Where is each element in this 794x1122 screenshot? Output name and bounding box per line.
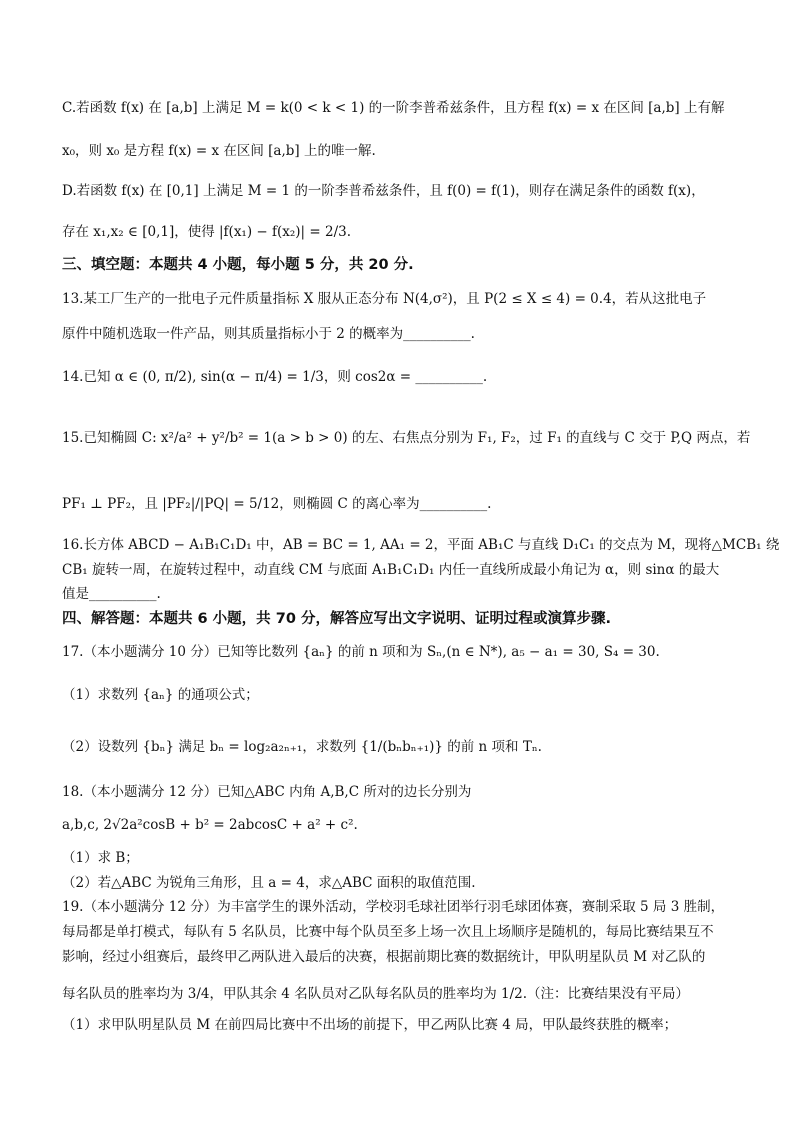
question-14: 14.已知 α ∈ (0, π/2), sin(α − π/4) = 1/3，则 cos2α = __________. <box>62 369 488 385</box>
option-d-line-1: D.若函数 f(x) 在 [0,1] 上满足 M = 1 的一阶李普希兹条件，且 f(0) = f(1)，则存在满足条件的函数 f(x)， <box>62 183 705 199</box>
question-18-part-1: （1）求 B； <box>62 850 139 866</box>
question-13-line-1: 13.某工厂生产的一批电子元件质量指标 X 服从正态分布 N(4,σ²)，且 P(2 ≤ X ≤ 4) = 0.4，若从这批电子 <box>62 291 707 307</box>
question-17-part-2: （2）设数列 {bₙ} 满足 bₙ = log₂a₂ₙ₊₁，求数列 {1/(bₙbₙ₊₁)} 的前 n 项和 Tₙ. <box>62 739 542 755</box>
question-19-line-4: 每名队员的胜率均为 3/4，甲队其余 4 名队员对乙队每名队员的胜率均为 1/2.（注：比赛结果没有平局） <box>62 986 689 1002</box>
option-d-line-2: 存在 x₁,x₂ ∈ [0,1]，使得 |f(x₁) − f(x₂)| = 2/3. <box>62 224 352 240</box>
section-heading-answers: 四、解答题：本题共 6 小题，共 70 分，解答应写出文字说明、证明过程或演算步骤. <box>62 611 611 627</box>
option-c-line-1: C.若函数 f(x) 在 [a,b] 上满足 M = k(0 < k < 1) 的一阶李普希兹条件，且方程 f(x) = x 在区间 [a,b] 上有解 <box>62 100 725 116</box>
section-heading-fill-in: 三、填空题：本题共 4 小题，每小题 5 分，共 20 分. <box>62 257 414 273</box>
question-18-stem-line-2: a,b,c, 2√2a²cosB + b² = 2abcosC + a² + c². <box>62 817 358 833</box>
question-18-stem-line-1: 18.（本小题满分 12 分）已知△ABC 内角 A,B,C 所对的边长分别为 <box>62 784 472 800</box>
question-19-line-3: 影响，经过小组赛后，最终甲乙两队进入最后的决赛，根据前期比赛的数据统计，甲队明星队员 M 对乙队的 <box>62 949 706 965</box>
question-19-part-1: （1）求甲队明星队员 M 在前四局比赛中不出场的前提下，甲乙两队比赛 4 局，甲队最终获胜的概率； <box>62 1017 678 1033</box>
question-13-line-2: 原件中随机选取一件产品，则其质量指标小于 2 的概率为__________. <box>62 326 475 342</box>
question-17-part-1: （1）求数列 {aₙ} 的通项公式； <box>62 687 259 703</box>
question-15-line-2: PF₁ ⊥ PF₂，且 |PF₂|/|PQ| = 5/12，则椭圆 C 的离心率为__________. <box>62 496 492 512</box>
question-16-line-3: 值是__________. <box>62 586 161 602</box>
question-16-line-2: CB₁ 旋转一周，在旋转过程中，动直线 CM 与底面 A₁B₁C₁D₁ 内任一直线所成最小角记为 α，则 sinα 的最大 <box>62 562 720 578</box>
question-17-stem: 17.（本小题满分 10 分）已知等比数列 {aₙ} 的前 n 项和为 Sₙ,(n ∈ N*), a₅ − a₁ = 30, S₄ = 30. <box>62 644 660 660</box>
question-18-part-2: （2）若△ABC 为锐角三角形，且 a = 4，求△ABC 面积的取值范围. <box>62 875 476 891</box>
question-15-line-1: 15.已知椭圆 C: x²/a² + y²/b² = 1(a > b > 0) 的左、右焦点分别为 F₁, F₂，过 F₁ 的直线与 C 交于 P,Q 两点，若 <box>62 430 751 446</box>
question-16-line-1: 16.长方体 ABCD − A₁B₁C₁D₁ 中，AB = BC = 1, AA₁ = 2，平面 AB₁C 与直线 D₁C₁ 的交点为 M，现将△MCB₁ 绕 <box>62 537 780 553</box>
question-19-line-2: 每局都是单打模式，每队有 5 名队员，比赛中每个队员至多上场一次且上场顺序是随机的，每局比赛结果互不 <box>62 924 714 940</box>
option-c-line-2: x₀，则 x₀ 是方程 f(x) = x 在区间 [a,b] 上的唯一解. <box>62 143 376 159</box>
question-19-line-1: 19.（本小题满分 12 分）为丰富学生的课外活动，学校羽毛球社团举行羽毛球团体赛，赛制采取 5 局 3 胜制， <box>62 899 725 915</box>
